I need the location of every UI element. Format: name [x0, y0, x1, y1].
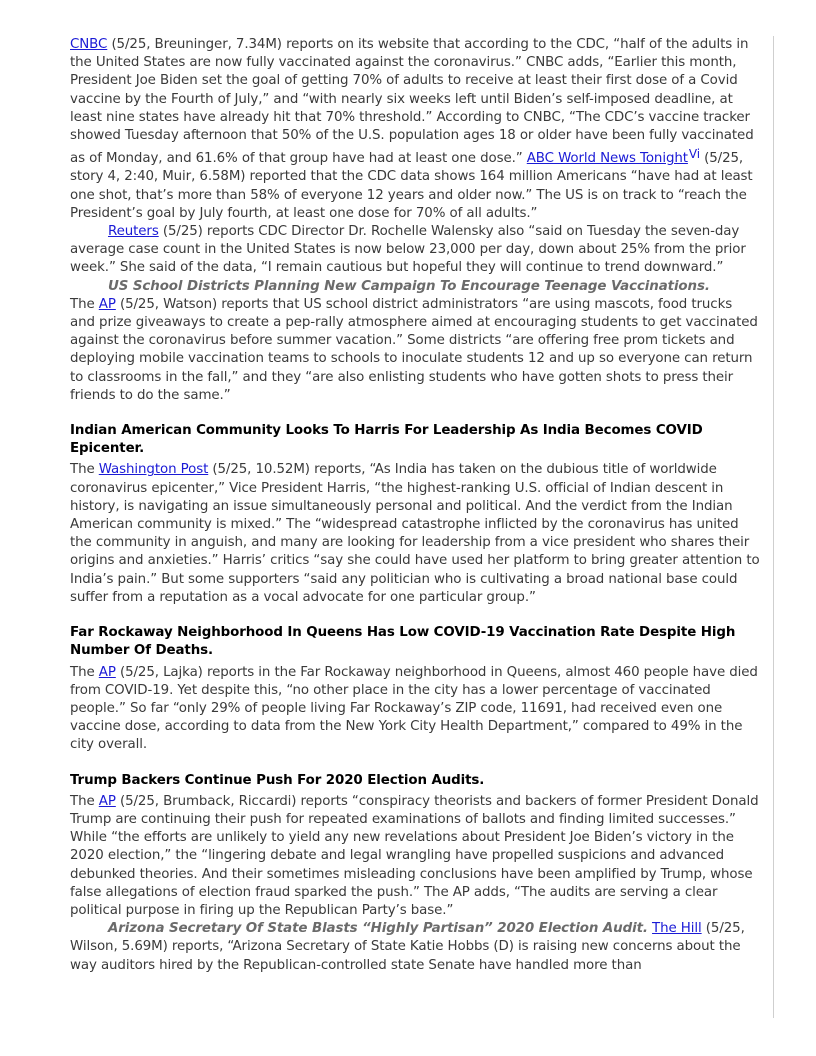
subheadline: Arizona Secretary Of State Blasts “Highly Partisan” 2020 Election Audit.	[108, 921, 648, 937]
column-divider	[773, 36, 774, 1018]
paragraph-text: The	[70, 664, 99, 680]
link-ap[interactable]: AP	[98, 664, 116, 680]
subhead-school-districts	[70, 278, 760, 296]
paragraph-ap-watson	[70, 296, 760, 405]
link-ap[interactable]: AP	[98, 296, 116, 312]
headline-indian-american: Indian American Community Looks To Harris For Leadership As India Becomes COVID Epicenter.	[70, 423, 703, 457]
paragraph-text: (5/25, Watson) reports that US school district administrators “are using mascots, food trucks and prize giveaways to create a pep-rally atmosphere aimed at encouraging students to get vaccinated against the coronavirus before summer vacation.” Some districts “are offering free prom tickets and deploying mobile vaccination teams to schools to inoculate students 12 and up so everyone can return to classrooms in the fall,” and they “are also enlisting students who have gotten shots to press their friends to do the same.”	[70, 296, 758, 403]
paragraph-text: (5/25, 10.52M) reports, “As India has taken on the dubious title of worldwide coronavirus epicenter,” Vice President Harris, “the highest-ranking U.S. official of Indian descent in history, is navigating an issue simultaneously personal and political. And the verdict from the Indian American community is mixed.” The “widespread catastrophe inflicted by the coronavirus has united the community in anguish, and many are looking for leadership from a vice president who shares their origins and anxieties.” Harris’ critics “say she could have used her platform to bring greater attention to India’s pain.” But some supporters “said any politician who is cultivating a broad national base could suffer from a reputation as a vocal advocate for one particular group.”	[70, 462, 760, 605]
paragraph-ap-brumback	[70, 793, 760, 920]
paragraph-text: The	[70, 296, 99, 312]
paragraph-text: (5/25, Breuninger, 7.34M) reports on its website that according to the CDC, “half of the adults in the United States are now fully vaccinated against the coronavirus.” CNBC adds, “Earlier this month, President Joe Biden set the goal of getting 70% of adults to receive at least their first dose of a Covid vaccine by the Fourth of July,” and “with nearly six weeks left until Biden’s self-imposed deadline, at least nine states have already hit that 70% threshold.” According to CNBC, “The CDC’s vaccine tracker showed Tuesday afternoon that 50% of the U.S. population ages 18 or older have been fully vaccinated as of Monday, and 61.6% of that group have had at least one dose.”	[70, 37, 754, 167]
link-the-hill[interactable]: The Hill	[652, 921, 702, 937]
paragraph-text: (5/25, Lajka) reports in the Far Rockaway neighborhood in Queens, almost 460 people have died from COVID-19. Yet despite this, “no other place in the city has a lower percentage of vaccinated people.” So far “only 29% of people living Far Rockaway’s ZIP code, 11691, had received even one vaccine dose, according to data from the New York City Health Department,” compared to 49% in the city overall.	[70, 664, 758, 753]
headline-far-rockaway: Far Rockaway Neighborhood In Queens Has Low COVID-19 Vaccination Rate Despite High Number Of Deaths.	[70, 625, 736, 659]
link-cnbc[interactable]: CNBC	[70, 37, 108, 52]
paragraph-reuters	[70, 223, 760, 278]
paragraph-text: (5/25, Brumback, Riccardi) reports “conspiracy theorists and backers of former President Donald Trump are continuing their push for repeated examinations of ballots and finding limited successes.” While “the efforts are unlikely to yield any new revelations about President Joe Biden’s victory in the 2020 election,” the “lingering debate and legal wrangling have propelled suspicions and advanced debunked theories. And their sometimes misleading conclusions have been amplified by Trump, whose false allegations of election fraud sparked the push.” The AP adds, “The audits are serving a clear political purpose in firing up the Republican Party’s base.”	[70, 793, 759, 918]
paragraph-ap-lajka	[70, 664, 760, 755]
paragraph-text: The	[70, 793, 99, 809]
link-reuters[interactable]: Reuters	[108, 224, 159, 240]
paragraph-text: (5/25, Wilson, 5.69M) reports, “Arizona Secretary of State Katie Hobbs (D) is raising new concerns about the way auditors hired by the Republican-controlled state Senate have handled more than	[70, 921, 745, 973]
paragraph-the-hill	[70, 920, 760, 975]
headline-trump-backers: Trump Backers Continue Push For 2020 Election Audits.	[70, 772, 485, 788]
link-ap[interactable]: AP	[98, 793, 116, 809]
paragraph-text: The	[70, 462, 99, 478]
link-abc-world-news-tonight[interactable]: ABC World News Tonight	[526, 151, 688, 167]
paragraph-text: (5/25, story 4, 2:40, Muir, 6.58M) reported that the CDC data shows 164 million Americans “have had at least one shot, that’s more than 58% of everyone 12 years and older now.” The US is on track to “reach the President’s goal by July fourth, at least one dose for 70% of all adults.”	[70, 151, 753, 221]
news-document	[70, 36, 760, 975]
paragraph-text: (5/25) reports CDC Director Dr. Rochelle Walensky also “said on Tuesday the seven-day average case count in the United States is now below 23,000 per day, down about 25% from the prior week.” She said of the data, “I remain cautious but hopeful they will continue to trend downward.”	[70, 224, 746, 276]
video-marker: Vi	[688, 147, 700, 162]
paragraph-cnbc	[70, 36, 760, 223]
link-washington-post[interactable]: Washington Post	[98, 462, 209, 478]
paragraph-washington-post	[70, 461, 760, 607]
subheadline: US School Districts Planning New Campaign To Encourage Teenage Vaccinations.	[108, 278, 710, 294]
